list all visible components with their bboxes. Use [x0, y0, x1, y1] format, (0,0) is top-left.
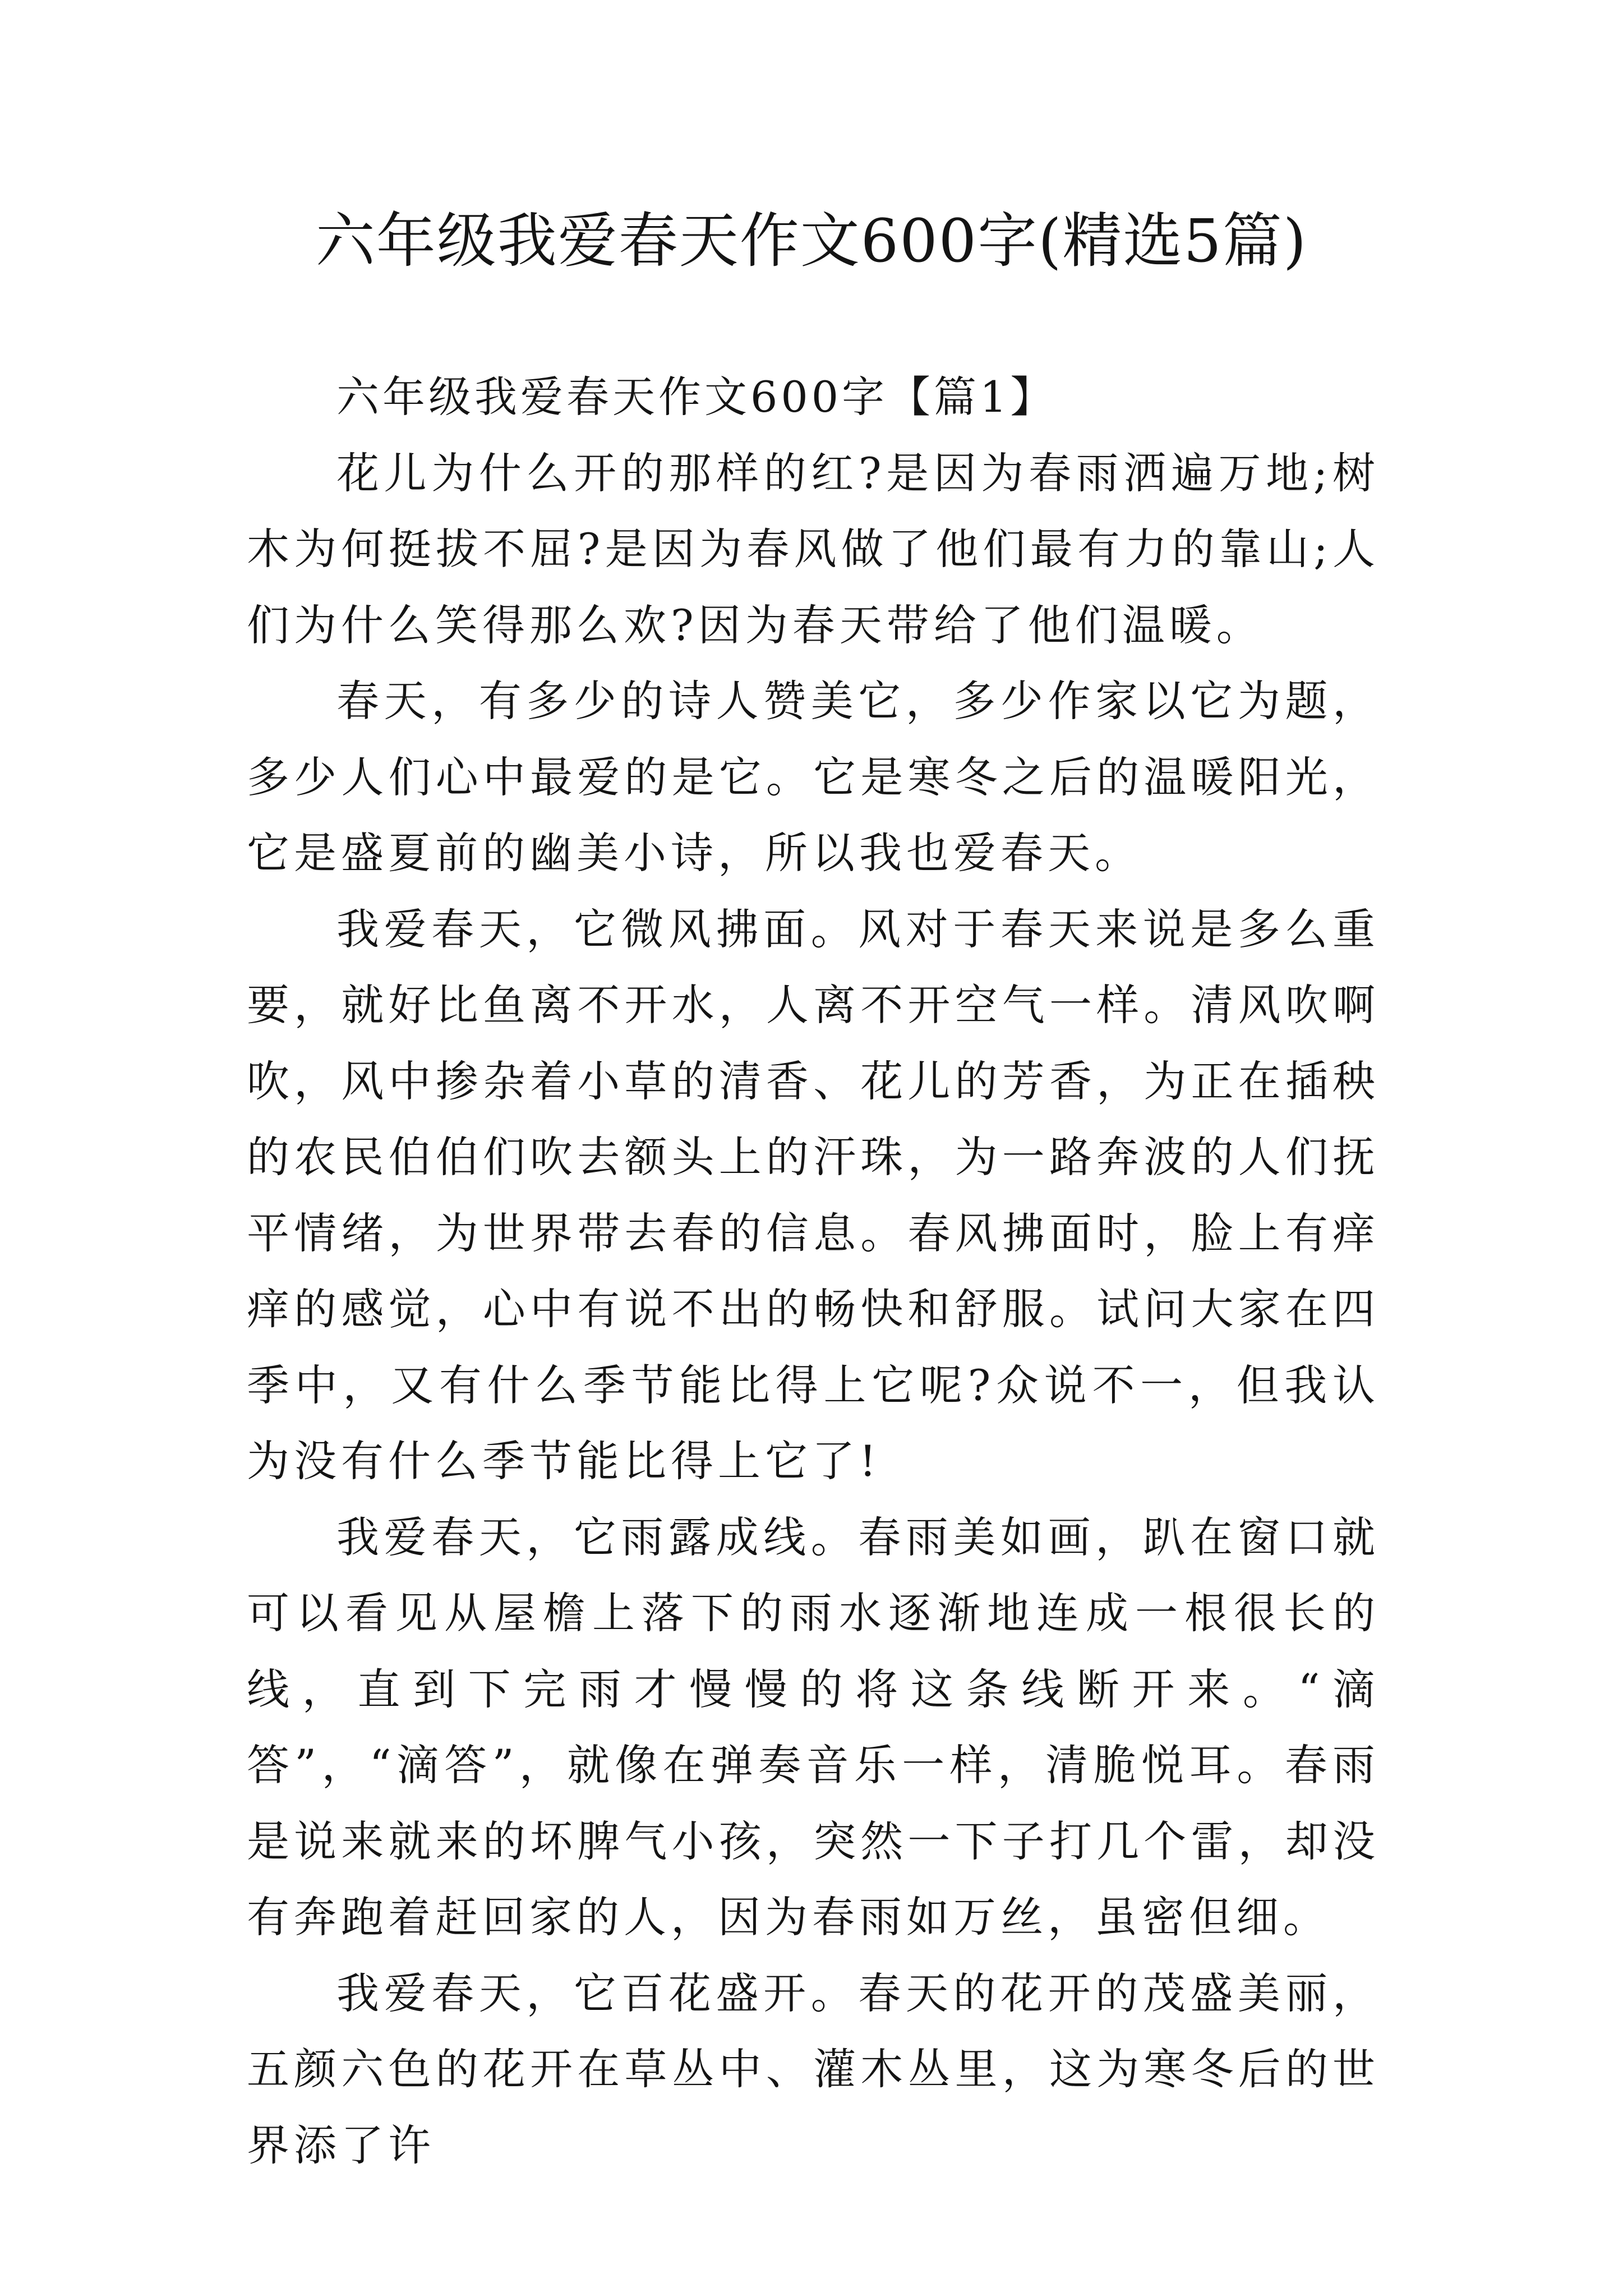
document-title: 六年级我爱春天作文600字(精选5篇)	[315, 206, 1308, 275]
paragraph-1: 花儿为什么开的那样的红?是因为春雨洒遍万地;树木为何挺拔不屈?是因为春风做了他们最有力的靠山;人们为什么笑得那么欢?因为春天带给了他们温暖。	[247, 448, 1380, 650]
section-heading: 六年级我爱春天作文600字【篇1】	[336, 372, 1057, 422]
paragraph-3: 我爱春天，它微风拂面。风对于春天来说是多么重要，就好比鱼离不开水，人离不开空气一样。清风吹啊吹，风中掺杂着小草的清香、花儿的芳香，为正在插秧的农民伯伯们吹去额头上的汗珠，为一路奔波的人们抚平情绪，为世界带去春的信息。春风拂面时，脸上有痒痒的感觉，心中有说不出的畅快和舒服。试问大家在四季中，又有什么季节能比得上它呢?众说不一，但我认为没有什么季节能比得上它了!	[247, 904, 1380, 1486]
paragraph-5: 我爱春天，它百花盛开。春天的花开的茂盛美丽，五颜六色的花开在草丛中、灌木丛里，这为寒冬后的世界添了许	[247, 1968, 1380, 2170]
document-body	[247, 359, 1380, 2183]
paragraph-2: 春天，有多少的诗人赞美它，多少作家以它为题，多少人们心中最爱的是它。它是寒冬之后的温暖阳光，它是盛夏前的幽美小诗，所以我也爱春天。	[247, 676, 1380, 878]
paragraph-4: 我爱春天，它雨露成线。春雨美如画，趴在窗口就可以看见从屋檐上落下的雨水逐渐地连成一根很长的线，直到下完雨才慢慢的将这条线断开来。“滴答”，“滴答”，就像在弹奏音乐一样，清脆悦耳。春雨是说来就来的坏脾气小孩，突然一下子打几个雷，却没有奔跑着赶回家的人，因为春雨如万丝，虽密但细。	[247, 1512, 1380, 1942]
